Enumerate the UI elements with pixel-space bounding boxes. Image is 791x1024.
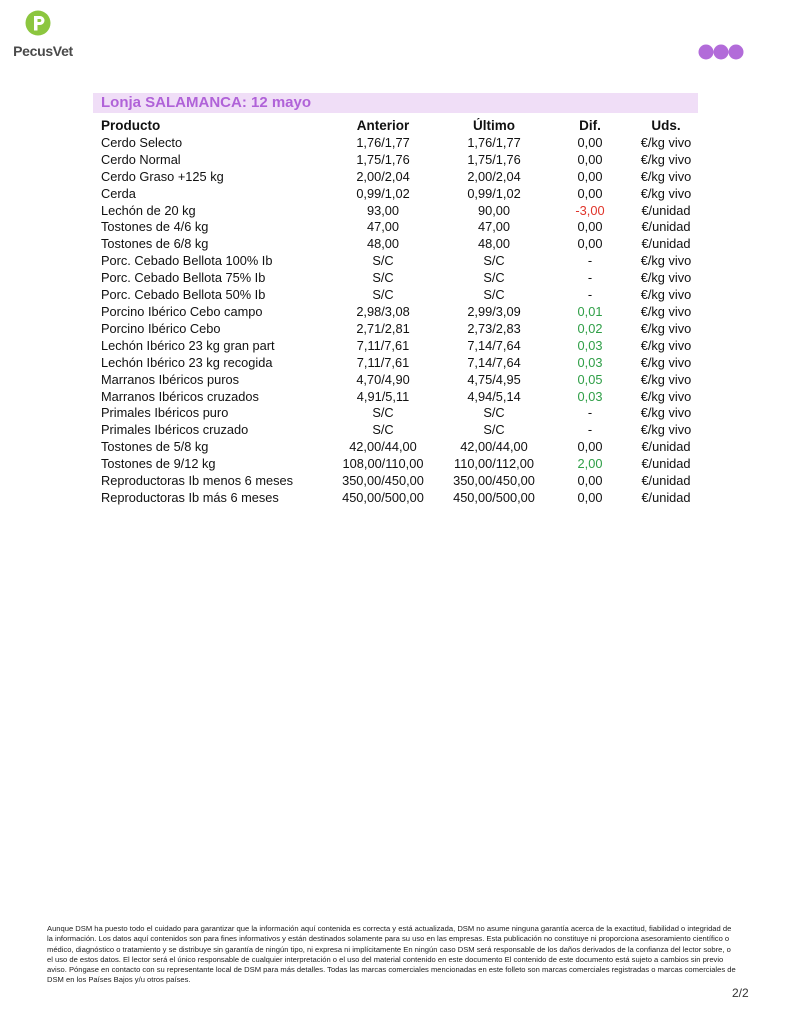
table-body — [97, 135, 701, 507]
cell-uds: €/kg vivo — [640, 253, 692, 269]
cell-anterior: 2,00/2,04 — [356, 168, 410, 184]
cell-ultimo: 110,00/112,00 — [454, 456, 534, 472]
table-row — [97, 169, 701, 186]
cell-anterior: S/C — [372, 422, 394, 438]
cell-dif: - — [587, 270, 593, 286]
table-row — [97, 439, 701, 456]
header-ultimo: Último — [473, 118, 515, 133]
cell-uds: €/kg vivo — [640, 354, 692, 370]
cell-anterior: 108,00/110,00 — [342, 456, 424, 472]
cell-anterior: S/C — [372, 270, 394, 286]
cell-uds: €/kg vivo — [640, 303, 692, 319]
cell-ultimo: 2,73/2,83 — [467, 320, 521, 336]
disclaimer-text: Aunque DSM ha puesto todo el cuidado para garantizar que la información aquí contenida es correcta y está actualizada, DSM no asume ninguna garantía acerca de la exactitud, fiabilidad o integridad de la información. Los datos aquí contenidos son para fines informativos y están destinados solamente para su uso en las empresas. Esta publicación no constituye ni proporciona asesoramiento científico o médico, diagnóstico o tratamiento y se distribuye sin garantía de ningún tipo, ni expresa ni implícitamente En ningún caso DSM será responsable de los daños derivados de la confianza del lector sobre, o el uso de estos datos. El lector será el único responsable de cualquier interpretación o el uso del material contenido en este documento El contenido de este documento está sujeto a cambios sin previo aviso. Póngase en contacto con su representante local de DSM para más detalles. Todas las marcas comerciales mencionadas en este folleto son marcas comerciales registradas o marcas comerciales de DSM en los Países Bajos y/u otros países. — [47, 924, 736, 985]
header-uds: Uds. — [651, 118, 681, 133]
cell-producto: Cerdo Normal — [101, 151, 181, 167]
cell-ultimo: S/C — [483, 253, 505, 269]
cell-dif: 0,03 — [577, 337, 603, 353]
table-row — [97, 236, 701, 253]
cell-uds: €/kg vivo — [640, 168, 692, 184]
cell-anterior: 93,00 — [366, 202, 400, 218]
cell-producto: Reproductoras Ib menos 6 meses — [101, 473, 294, 489]
cell-uds: €/kg vivo — [640, 371, 692, 387]
cell-producto: Porcino Ibérico Cebo campo — [101, 303, 263, 319]
cell-anterior: 47,00 — [366, 219, 400, 235]
page-number: 2/2 — [732, 986, 749, 1000]
cell-ultimo: 42,00/44,00 — [460, 439, 528, 455]
cell-producto: Reproductoras Ib más 6 meses — [101, 489, 279, 505]
table-row — [97, 270, 701, 287]
header-producto: Producto — [101, 118, 161, 133]
cell-dif: 0,03 — [577, 388, 603, 404]
price-table — [97, 118, 701, 507]
cell-ultimo: 350,00/450,00 — [453, 473, 535, 489]
table-row — [97, 135, 701, 152]
cell-producto: Tostones de 6/8 kg — [101, 236, 209, 252]
cell-anterior: 2,71/2,81 — [356, 320, 410, 336]
cell-uds: €/unidad — [641, 202, 691, 218]
cell-uds: €/unidad — [641, 473, 691, 489]
cell-ultimo: 7,14/7,64 — [467, 354, 521, 370]
cell-ultimo: 48,00 — [477, 236, 511, 252]
cell-uds: €/kg vivo — [640, 337, 692, 353]
cell-producto: Primales Ibéricos cruzado — [101, 422, 249, 438]
cell-ultimo: 450,00/500,00 — [453, 489, 535, 505]
cell-anterior: 48,00 — [366, 236, 400, 252]
cell-ultimo: S/C — [483, 270, 505, 286]
table-row — [97, 456, 701, 473]
cell-dif: 0,00 — [577, 151, 603, 167]
cell-uds: €/kg vivo — [640, 134, 692, 150]
cell-dif: - — [587, 422, 593, 438]
report-title-bar — [93, 93, 698, 113]
cell-dif: 0,00 — [577, 185, 603, 201]
table-row — [97, 473, 701, 490]
cell-uds: €/kg vivo — [640, 270, 692, 286]
cell-anterior: 1,76/1,77 — [356, 134, 410, 150]
cell-producto: Porc. Cebado Bellota 50% Ib — [101, 287, 266, 303]
cell-producto: Tostones de 4/6 kg — [101, 219, 209, 235]
cell-producto: Porc. Cebado Bellota 100% Ib — [101, 253, 273, 269]
cell-uds: €/kg vivo — [640, 151, 692, 167]
table-row — [97, 203, 701, 220]
table-row — [97, 338, 701, 355]
cell-dif: 2,00 — [577, 456, 603, 472]
cell-producto: Tostones de 9/12 kg — [101, 456, 216, 472]
cell-dif: 0,00 — [577, 473, 603, 489]
cell-producto: Tostones de 5/8 kg — [101, 439, 209, 455]
cell-dif: 0,00 — [577, 219, 603, 235]
cell-ultimo: 4,75/4,95 — [467, 371, 521, 387]
cell-uds: €/kg vivo — [640, 287, 692, 303]
cell-anterior: 7,11/7,61 — [356, 337, 410, 353]
table-row — [97, 389, 701, 406]
cell-uds: €/kg vivo — [640, 405, 692, 421]
brand-name: PecusVet — [13, 43, 73, 59]
cell-producto: Cerdo Graso +125 kg — [101, 168, 224, 184]
cell-producto: Lechón de 20 kg — [101, 202, 196, 218]
cell-dif: - — [587, 405, 593, 421]
table-row — [97, 355, 701, 372]
cell-anterior: 42,00/44,00 — [349, 439, 417, 455]
cell-ultimo: S/C — [483, 422, 505, 438]
cell-anterior: 7,11/7,61 — [356, 354, 410, 370]
table-row — [97, 186, 701, 203]
cell-ultimo: 2,00/2,04 — [467, 168, 521, 184]
table-row — [97, 152, 701, 169]
cell-producto: Marranos Ibéricos puros — [101, 371, 239, 387]
cell-ultimo: 7,14/7,64 — [467, 337, 521, 353]
cell-producto: Porc. Cebado Bellota 75% Ib — [101, 270, 266, 286]
cell-ultimo: 1,75/1,76 — [467, 151, 521, 167]
pecusvet-logo — [8, 10, 78, 62]
cell-anterior: 450,00/500,00 — [342, 489, 424, 505]
cell-ultimo: S/C — [483, 287, 505, 303]
cell-anterior: S/C — [372, 287, 394, 303]
table-row — [97, 372, 701, 389]
cell-dif: 0,03 — [577, 354, 603, 370]
cell-ultimo: 4,94/5,14 — [467, 388, 521, 404]
cell-ultimo: S/C — [483, 405, 505, 421]
cell-dif: 0,02 — [577, 320, 603, 336]
cell-anterior: 350,00/450,00 — [342, 473, 424, 489]
cell-producto: Primales Ibéricos puro — [101, 405, 229, 421]
table-row — [97, 287, 701, 304]
cell-ultimo: 0,99/1,02 — [467, 185, 521, 201]
cell-dif: 0,00 — [577, 439, 603, 455]
cell-dif: 0,00 — [577, 489, 603, 505]
table-row — [97, 321, 701, 338]
cell-producto: Lechón Ibérico 23 kg recogida — [101, 354, 273, 370]
cell-dif: 0,05 — [577, 371, 603, 387]
cell-dif: - — [587, 253, 593, 269]
cell-anterior: 2,98/3,08 — [356, 303, 410, 319]
cell-anterior: S/C — [372, 253, 394, 269]
cell-producto: Cerdo Selecto — [101, 134, 183, 150]
cell-ultimo: 2,99/3,09 — [467, 303, 521, 319]
header-anterior: Anterior — [356, 118, 410, 133]
cell-dif: 0,00 — [577, 236, 603, 252]
header-dif: Dif. — [579, 118, 601, 133]
cell-uds: €/kg vivo — [640, 388, 692, 404]
cell-ultimo: 90,00 — [477, 202, 511, 218]
cell-ultimo: 1,76/1,77 — [467, 134, 521, 150]
table-row — [97, 405, 701, 422]
table-row — [97, 253, 701, 270]
table-header-row — [97, 118, 701, 135]
report-title: Lonja SALAMANCA: 12 mayo — [101, 94, 312, 111]
cell-uds: €/kg vivo — [640, 320, 692, 336]
cell-dif: - — [587, 287, 593, 303]
cell-dif: 0,01 — [577, 303, 603, 319]
cell-uds: €/kg vivo — [640, 422, 692, 438]
cell-anterior: S/C — [372, 405, 394, 421]
cell-uds: €/unidad — [641, 439, 691, 455]
table-row — [97, 422, 701, 439]
cell-producto: Porcino Ibérico Cebo — [101, 320, 221, 336]
table-row — [97, 219, 701, 236]
cell-anterior: 1,75/1,76 — [356, 151, 410, 167]
cell-uds: €/kg vivo — [640, 185, 692, 201]
cell-anterior: 4,70/4,90 — [356, 371, 410, 387]
table-row — [97, 490, 701, 507]
cell-ultimo: 47,00 — [477, 219, 511, 235]
cell-uds: €/unidad — [641, 489, 691, 505]
cell-producto: Lechón Ibérico 23 kg gran part — [101, 337, 275, 353]
cell-dif: 0,00 — [577, 168, 603, 184]
table-row — [97, 304, 701, 321]
cell-producto: Cerda — [101, 185, 136, 201]
cell-uds: €/unidad — [641, 219, 691, 235]
cell-uds: €/unidad — [641, 456, 691, 472]
cell-anterior: 4,91/5,11 — [356, 388, 410, 404]
cell-anterior: 0,99/1,02 — [356, 185, 410, 201]
cell-dif: 0,00 — [577, 134, 603, 150]
pecusvet-p-icon — [25, 10, 51, 36]
cell-dif: -3,00 — [575, 202, 605, 218]
three-dots-icon — [698, 43, 746, 61]
cell-producto: Marranos Ibéricos cruzados — [101, 388, 259, 404]
cell-uds: €/unidad — [641, 236, 691, 252]
